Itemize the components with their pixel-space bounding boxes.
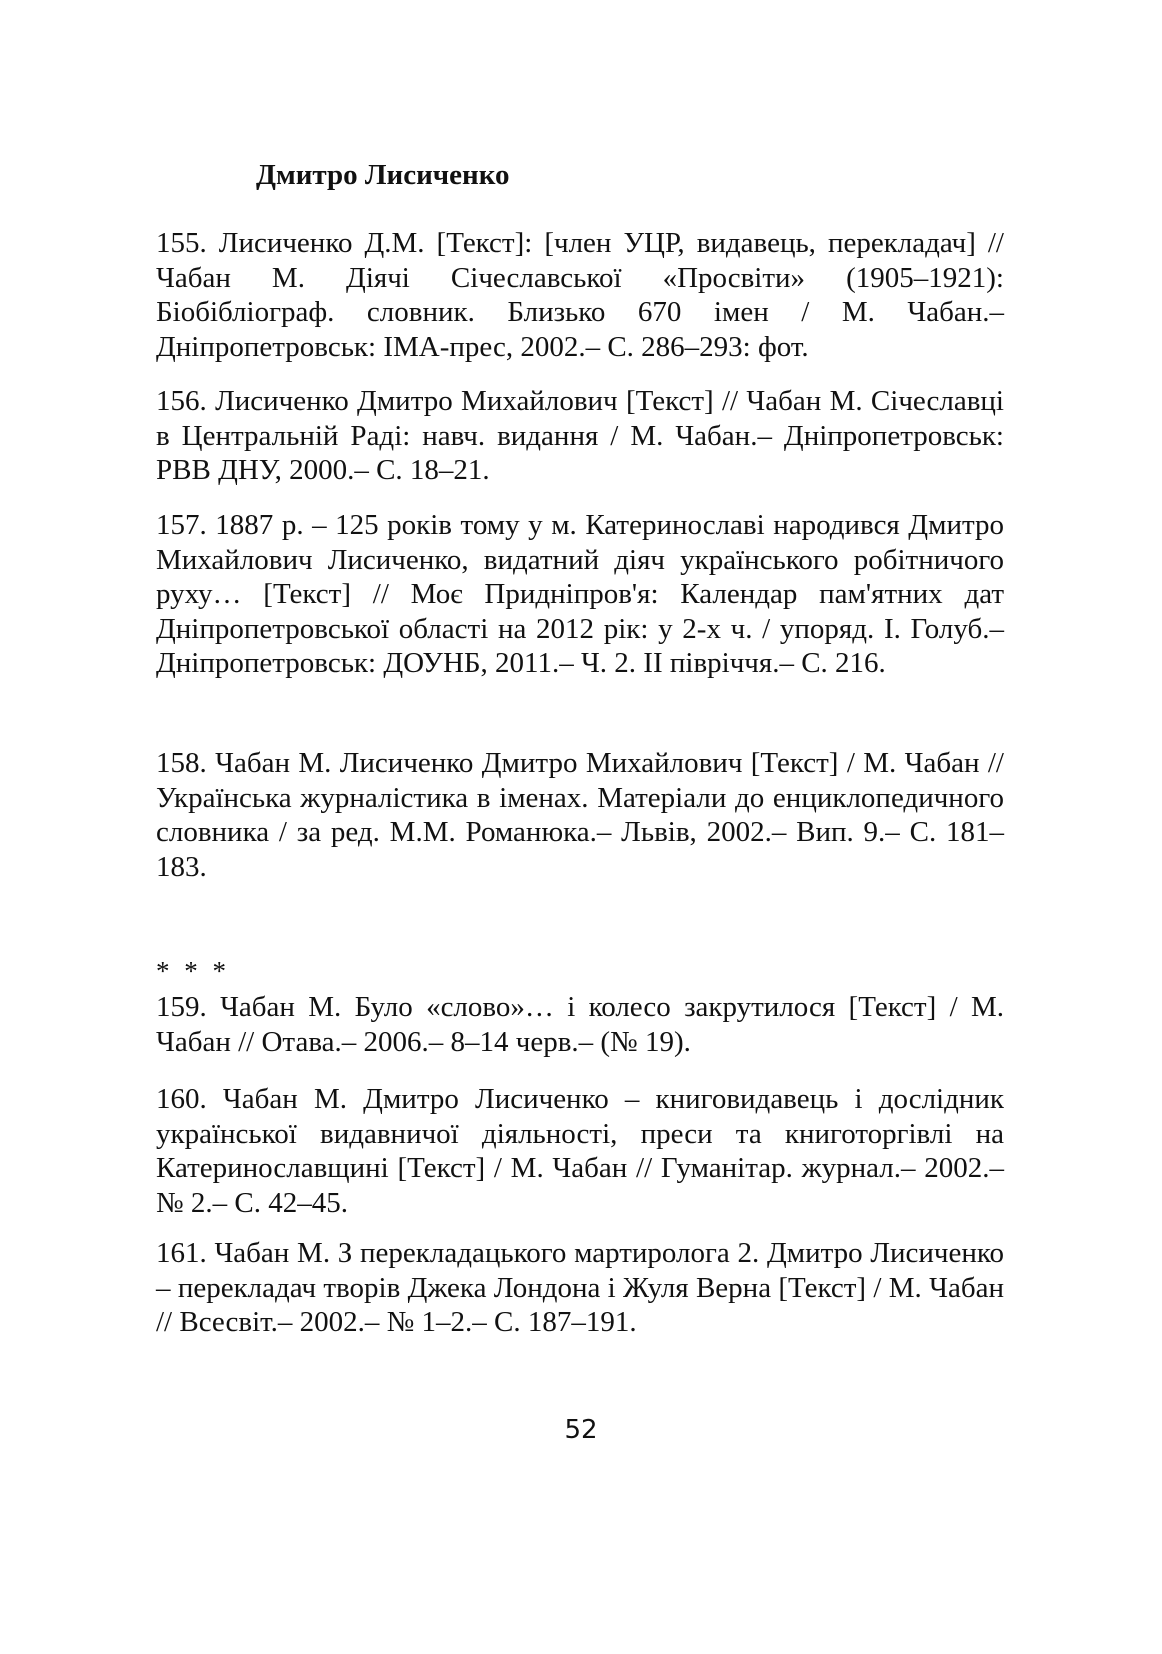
- section-separator: * * *: [156, 956, 230, 986]
- bibliography-entry-161: 161. Чабан М. З перекладацького мартиролога 2. Дмитро Лисиченко – перекладач творів Джека Лондона і Жуля Верна [Текст] / М. Чабан // Всесвіт.– 2002.– № 1–2.– С. 187–191.: [156, 1237, 1004, 1338]
- page-number: 52: [564, 1415, 598, 1445]
- bibliography-entry-156: 156. Лисиченко Дмитро Михайлович [Текст] // Чабан М. Січеславці в Центральній Раді: навч. видання / М. Чабан.– Дніпропетровськ: РВВ ДНУ, 2000.– С. 18–21.: [156, 385, 1004, 486]
- bibliography-entry-160: 160. Чабан М. Дмитро Лисиченко – книговидавець і дослідник української видавничої діяльності, преси та книготоргівлі на Катеринославщині [Текст] / М. Чабан // Гуманітар. журнал.– 2002.– № 2.– С. 42–45.: [156, 1083, 1004, 1219]
- bibliography-entry-159: 159. Чабан М. Було «слово»… і колесо закрутилося [Текст] / М. Чабан // Отава.– 2006.– 8–14 черв.– (№ 19).: [156, 991, 1004, 1058]
- bibliography-entry-157: 157. 1887 р. – 125 років тому у м. Катеринославі народився Дмитро Михайлович Лисиченко, видатний діяч українського робітничого руху… [Текст] // Моє Придніпров'я: Календар пам'ятних дат Дніпропетровської області на 2012 рік: у 2-х ч. / упоряд. І. Голуб.– Дніпропетровськ: ДОУНБ, 2011.– Ч. 2. ІІ півріччя.– С. 216.: [156, 509, 1004, 679]
- section-heading: Дмитро Лисиченко: [256, 159, 510, 191]
- bibliography-entry-158: 158. Чабан М. Лисиченко Дмитро Михайлович [Текст] / М. Чабан // Українська журналістика в іменах. Матеріали до енциклопедичного словника / за ред. М.М. Романюка.– Львів, 2002.– Вип. 9.– С. 181–183.: [156, 747, 1004, 883]
- bibliography-entry-155: 155. Лисиченко Д.М. [Текст]: [член УЦР, видавець, перекладач] // Чабан М. Діячі Січеславської «Просвіти» (1905–1921): Біобібліограф. словник. Близько 670 імен / М. Чабан.– Дніпропетровськ: ІМА-прес, 2002.– С. 286–293: фот.: [156, 227, 1004, 363]
